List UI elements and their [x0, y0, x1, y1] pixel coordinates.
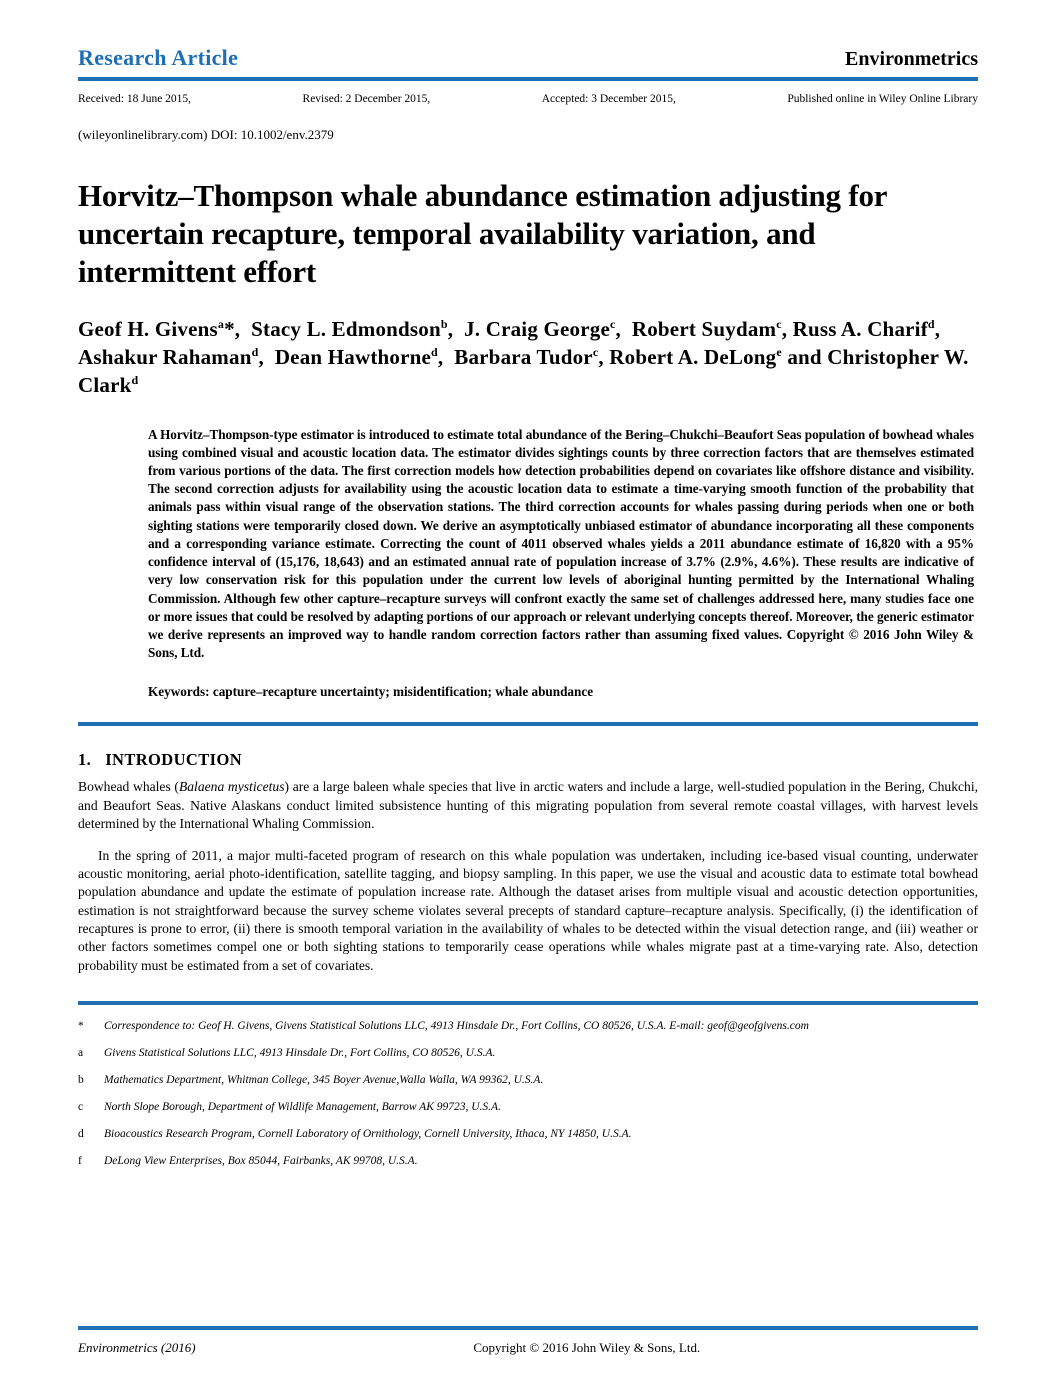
page-footer — [78, 1326, 978, 1356]
footnote-mark: b — [78, 1073, 84, 1086]
page-content — [78, 0, 978, 1168]
section-number: 1. — [78, 750, 92, 770]
footnote-mark: * — [78, 1019, 84, 1032]
publication-dates — [78, 93, 978, 105]
section-title: INTRODUCTION — [105, 750, 243, 770]
intro-paragraph-2: In the spring of 2011, a major multi-faceted program of research on this whale population was undertaken, including ice-based visual counting, underwater acoustic monitoring, aerial photo-identification, satellite tagging, and biopsy sampling. In this paper, we use the visual and acoustic data to estimate total bowhead population abundance and update the estimate of population increase rate. Although the dataset arises from multiple visual and acoustic detection opportunities, estimation is not straightforward because the survey scheme violates several precepts of standard capture–recapture analysis. Specifically, (i) the identification of recaptures is prone to error, (ii) there is smooth temporal variation in the availability of whales to be detected within the visual detection range, and (iii) weather or other factors sometimes compel one or both sighting stations to temporarily cease operations while whales migrate past at a time-varying rate. Also, detection probability must be estimated from a set of covariates. — [78, 847, 978, 973]
footnote-row — [78, 1019, 978, 1034]
footnote-row — [78, 1073, 978, 1088]
abstract-divider — [78, 722, 978, 726]
footnote-text: Mathematics Department, Whitman College, 345 Boyer Avenue,Walla Walla, WA 99362, U.S.A. — [104, 1073, 544, 1086]
keywords-list: capture–recapture uncertainty; misidentification; whale abundance — [212, 684, 594, 700]
published-online: Published online in Wiley Online Library — [787, 93, 978, 105]
header-divider — [78, 77, 978, 81]
footnote-text: North Slope Borough, Department of Wildlife Management, Barrow AK 99723, U.S.A. — [104, 1100, 501, 1113]
abstract-text: A Horvitz–Thompson-type estimator is introduced to estimate total abundance of the Bering–Chukchi–Beaufort Seas population of bowhead whales using combined visual and acoustic location data. The estimator divides sightings counts by three correction factors that are themselves estimated from various portions of the data. The first correction models how detection probabilities depend on covariates like offshore distance and visibility. The second correction adjusts for availability using the acoustic location data to estimate a time-varying smooth function of the probability that animals pass within visual range of the observation stations. The third correction accounts for whales passing during periods when one or both sighting stations were temporarily closed down. We derive an asymptotically unbiased estimator of abundance incorporating all these components and a corresponding variance estimate. Correcting the count of 4011 observed whales yields a 2011 abundance estimate of 16,820 with a 95% confidence interval of (15,176, 18,643) and an estimated annual rate of population increase of 3.7% (2.9%, 4.6%). These results are indicative of very low conservation risk for this population under the current low levels of aboriginal hunting permitted by the International Whaling Commission. Although few other capture–recapture surveys will confront exactly the same set of challenges addressed here, many studies face one or more issues that could be resolved by adapting portions of our approach or relevant underlying concepts thereof. Moreover, the generic estimator we derive represents an improved way to handle random correction factors rather than assuming fixed values. Copyright © 2016 John Wiley & Sons, Ltd. — [148, 426, 974, 661]
date-accepted: Accepted: 3 December 2015, — [541, 93, 676, 105]
article-type-label: Research Article — [78, 45, 239, 70]
date-received: Received: 18 June 2015, — [78, 93, 192, 105]
keywords-line — [148, 684, 974, 700]
abstract-block — [148, 426, 978, 701]
journal-title: Environmetrics — [845, 48, 978, 70]
footnote-row — [78, 1046, 978, 1061]
footnote-text: DeLong View Enterprises, Box 85044, Fairbanks, AK 99708, U.S.A. — [104, 1154, 418, 1167]
keywords-label: Keywords: — [148, 684, 210, 700]
doi-line[interactable]: (wileyonlinelibrary.com) DOI: 10.1002/env.2379 — [78, 127, 334, 142]
footer-divider — [78, 1326, 978, 1330]
footnote-divider — [78, 1001, 978, 1005]
footnote-mark: d — [78, 1127, 84, 1140]
page-header — [78, 0, 978, 71]
author-list: Geof H. Givens$^a$*, Stacy L. Edmondson$^b$, J. Craig George$^c$, Robert Suydam$^c$, Russ A. Charif$^d$, Ashakur Rahaman$^d$, Dean Hawthorne$^d$, Barbara Tudor$^c$, Robert A. DeLong$^e$ and Christopher W. Clark$^d$ — [78, 317, 969, 397]
footnotes-block — [78, 1001, 978, 1169]
date-revised: Revised: 2 December 2015, — [302, 93, 431, 105]
footer-copyright: Copyright © 2016 John Wiley & Sons, Ltd. — [473, 1340, 701, 1355]
footnote-mark: c — [78, 1100, 84, 1113]
footnote-text: Correspondence to: Geof H. Givens, Givens Statistical Solutions LLC, 4913 Hinsdale Dr., Fort Collins, CO 80526, U.S.A. E-mail: geof@geofgivens.com — [104, 1019, 809, 1032]
footnote-mark: f — [78, 1154, 82, 1167]
footnote-mark: a — [78, 1046, 84, 1059]
footnote-row — [78, 1154, 978, 1169]
footnote-text: Bioacoustics Research Program, Cornell Laboratory of Ornithology, Cornell University, Ithaca, NY 14850, U.S.A. — [104, 1127, 632, 1140]
footnote-text: Givens Statistical Solutions LLC, 4913 Hinsdale Dr., Fort Collins, CO 80526, U.S.A. — [104, 1046, 496, 1059]
section-heading-introduction — [78, 750, 978, 770]
footnote-row — [78, 1100, 978, 1115]
footer-journal-year: Environmetrics (2016) — [78, 1340, 196, 1355]
page-title: Horvitz–Thompson whale abundance estimation adjusting for uncertain recapture, temporal availability variation, and intermittent effort — [78, 178, 887, 289]
footnote-row — [78, 1127, 978, 1142]
intro-paragraph-1: Bowhead whales (Balaena mysticetus) are a large baleen whale species that live in arctic waters and include a large, well-studied population in the Bering, Chukchi, and Beaufort Seas. Native Alaskans conduct limited subsistence hunting of this migrating population from several remote coastal villages, with harvest levels determined by the International Whaling Commission. — [78, 779, 978, 831]
